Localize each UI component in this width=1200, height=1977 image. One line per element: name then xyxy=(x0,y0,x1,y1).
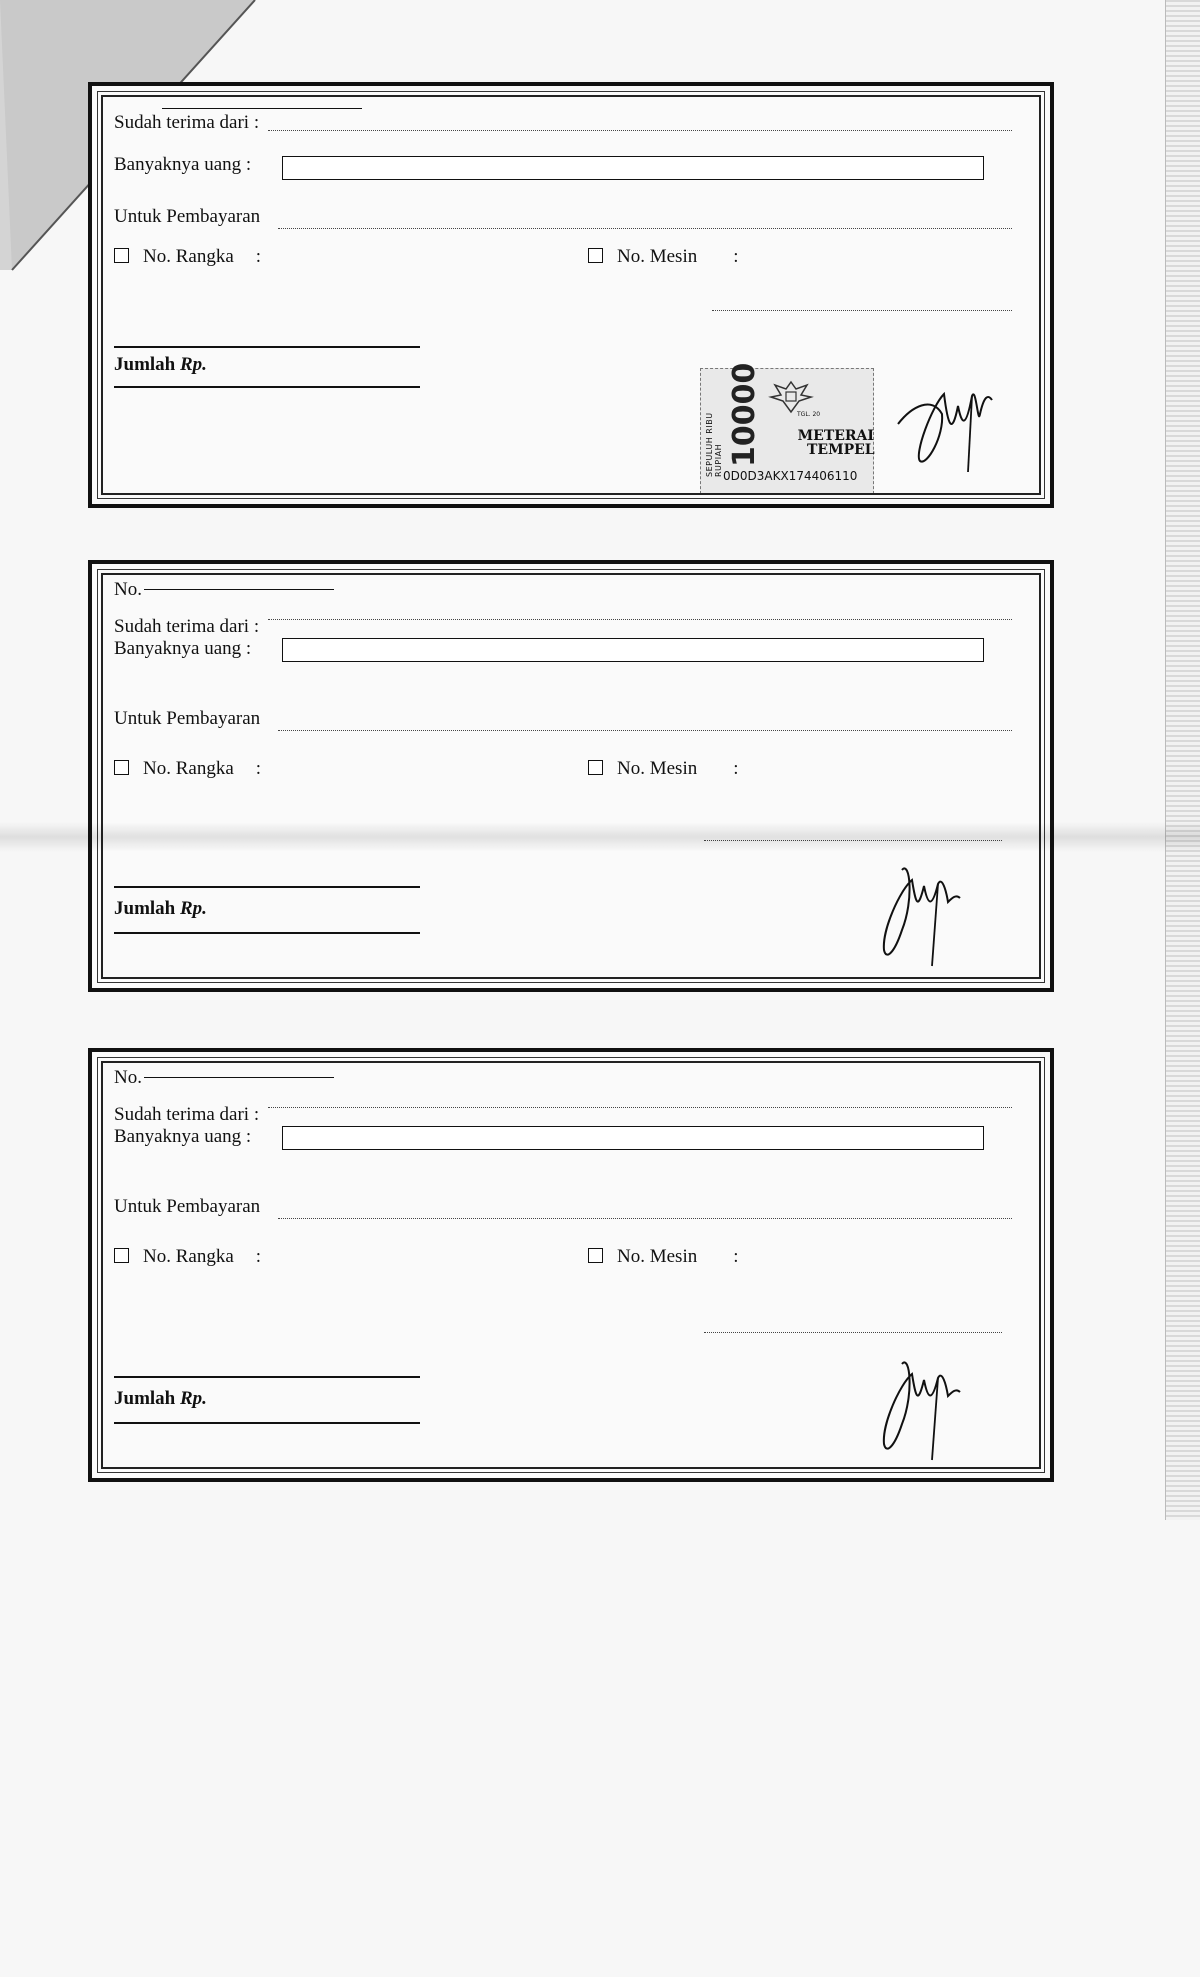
sudah-terima-label: Sudah terima dari : xyxy=(114,616,260,637)
receipt-2 xyxy=(88,560,1054,992)
banyaknya-uang-box[interactable] xyxy=(282,638,984,662)
jumlah-top-rule xyxy=(114,886,420,888)
no-mesin-row xyxy=(588,246,739,268)
meterai-stamp xyxy=(700,362,875,494)
untuk-pembayaran-line[interactable] xyxy=(278,730,1012,731)
banyaknya-uang-box[interactable] xyxy=(282,156,984,180)
jumlah-bottom-rule xyxy=(114,932,420,934)
jumlah-top-rule xyxy=(114,346,420,348)
no-rangka-row xyxy=(114,758,261,780)
no-mesin-colon: : xyxy=(733,758,739,779)
no-line[interactable] xyxy=(144,589,334,590)
sudah-terima-line[interactable] xyxy=(268,619,1012,620)
paper-crease xyxy=(0,822,1200,852)
no-label: No. xyxy=(114,579,142,600)
jumlah-top-rule xyxy=(114,1376,420,1378)
no-mesin-colon: : xyxy=(733,1246,739,1267)
no-mesin-row xyxy=(588,758,739,780)
no-mesin-colon: : xyxy=(733,246,739,267)
page-edge-strip xyxy=(1165,0,1200,1520)
no-mesin-label: No. Mesin xyxy=(617,1246,698,1267)
no-rangka-checkbox[interactable] xyxy=(114,760,129,775)
no-rangka-checkbox[interactable] xyxy=(114,1248,129,1263)
signature-line xyxy=(712,310,1012,311)
no-line[interactable] xyxy=(144,1077,334,1078)
banyaknya-uang-label: Banyaknya uang : xyxy=(114,1126,252,1147)
signature-line xyxy=(704,1332,1002,1333)
no-rangka-colon: : xyxy=(255,1246,262,1267)
jumlah-label: Jumlah Rp. xyxy=(114,354,207,375)
no-rangka-label: No. Rangka xyxy=(143,758,234,779)
signature-1 xyxy=(892,366,1012,476)
stamp-serial-number: 0D0D3AKX174406110 xyxy=(723,469,858,483)
untuk-pembayaran-line[interactable] xyxy=(278,1218,1012,1219)
jumlah-label: Jumlah Rp. xyxy=(114,1388,207,1409)
banyaknya-uang-label: Banyaknya uang : xyxy=(114,154,252,175)
no-line xyxy=(162,108,362,109)
no-mesin-checkbox[interactable] xyxy=(588,1248,603,1263)
stamp-value: 10000 xyxy=(727,362,762,467)
stamp-date-label: TGL. 20 xyxy=(797,411,821,418)
untuk-pembayaran-line[interactable] xyxy=(278,228,1012,229)
jumlah-label: Jumlah Rp. xyxy=(114,898,207,919)
currency-label: Rp. xyxy=(180,898,207,919)
sudah-terima-label: Sudah terima dari : xyxy=(114,1104,260,1125)
no-rangka-checkbox[interactable] xyxy=(114,248,129,263)
no-mesin-checkbox[interactable] xyxy=(588,248,603,263)
signature-3 xyxy=(872,1342,982,1462)
untuk-pembayaran-label: Untuk Pembayaran xyxy=(114,206,261,227)
banyaknya-uang-label: Banyaknya uang : xyxy=(114,638,252,659)
sudah-terima-line[interactable] xyxy=(268,1107,1012,1108)
signature-2 xyxy=(872,850,982,970)
garuda-emblem-icon xyxy=(767,379,815,415)
no-mesin-label: No. Mesin xyxy=(617,758,698,779)
currency-label: Rp. xyxy=(180,1388,207,1409)
no-rangka-row xyxy=(114,1246,261,1268)
untuk-pembayaran-label: Untuk Pembayaran xyxy=(114,708,261,729)
receipt-1 xyxy=(88,82,1054,508)
no-label: No. xyxy=(114,1067,142,1088)
banyaknya-uang-box[interactable] xyxy=(282,1126,984,1150)
no-mesin-row xyxy=(588,1246,739,1268)
no-rangka-label: No. Rangka xyxy=(143,246,234,267)
no-rangka-label: No. Rangka xyxy=(143,1246,234,1267)
jumlah-bottom-rule xyxy=(114,386,420,388)
currency-label: Rp. xyxy=(180,354,207,375)
stamp-meterai-text: METERAI TEMPEL xyxy=(797,428,875,458)
no-mesin-label: No. Mesin xyxy=(617,246,698,267)
sudah-terima-line[interactable] xyxy=(268,130,1012,131)
sudah-terima-label: Sudah terima dari : xyxy=(114,112,260,133)
no-rangka-row xyxy=(114,246,261,268)
untuk-pembayaran-label: Untuk Pembayaran xyxy=(114,1196,261,1217)
jumlah-bottom-rule xyxy=(114,1422,420,1424)
no-rangka-colon: : xyxy=(255,758,262,779)
stamp-vertical-text: SEPULUH RIBU RUPIAH xyxy=(705,412,723,477)
receipt-3 xyxy=(88,1048,1054,1482)
no-rangka-colon: : xyxy=(255,246,262,267)
no-mesin-checkbox[interactable] xyxy=(588,760,603,775)
